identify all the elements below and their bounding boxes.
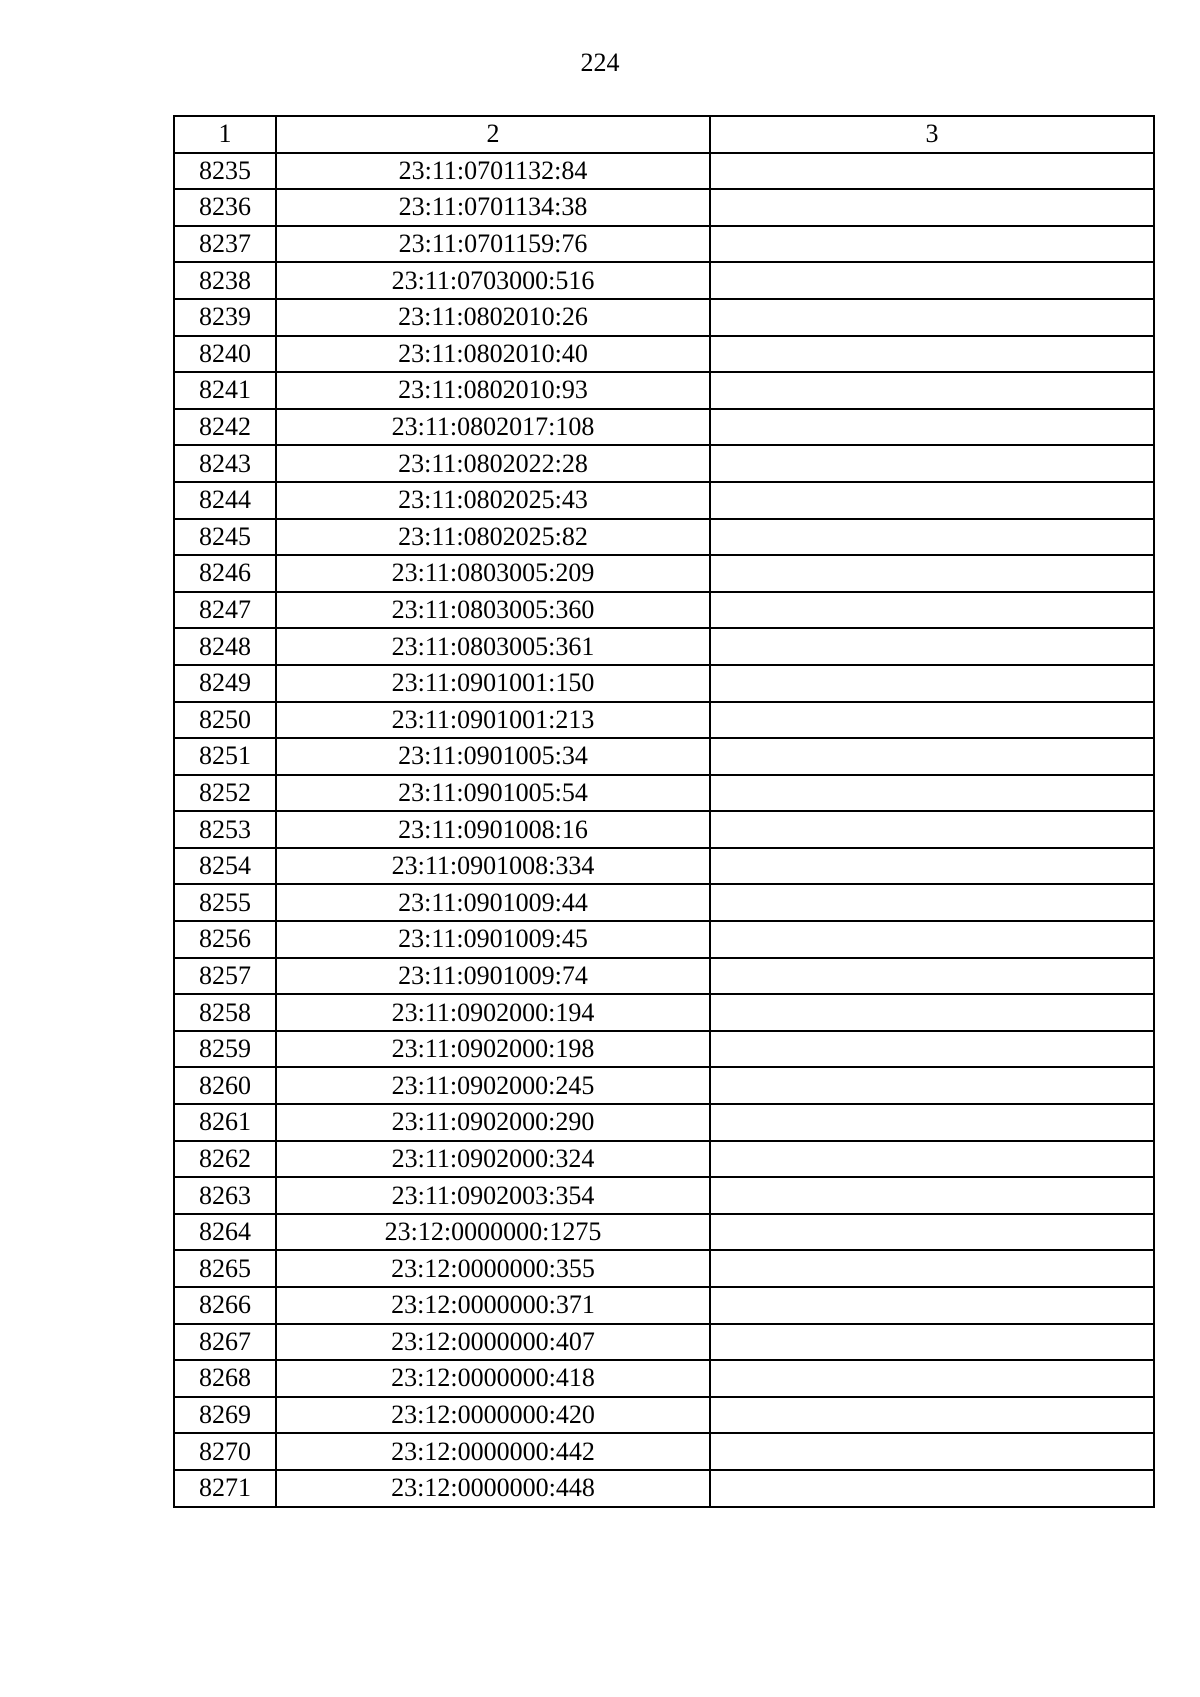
table-row	[174, 628, 1154, 665]
page-number: 224	[580, 48, 620, 77]
row-number-cell: 8252	[174, 775, 276, 812]
note-cell	[710, 884, 1154, 921]
row-number-cell: 8270	[174, 1433, 276, 1470]
table-row	[174, 336, 1154, 373]
table-row	[174, 921, 1154, 958]
table-row	[174, 1360, 1154, 1397]
table-row	[174, 665, 1154, 702]
note-cell	[710, 299, 1154, 336]
cadastral-number-cell: 23:11:0901001:213	[276, 702, 710, 739]
cadastral-number-cell: 23:11:0901008:16	[276, 811, 710, 848]
cadastral-number-cell: 23:11:0901005:54	[276, 775, 710, 812]
row-number-cell: 8257	[174, 958, 276, 995]
cadastral-number-cell: 23:12:0000000:448	[276, 1470, 710, 1507]
row-number-cell: 8271	[174, 1470, 276, 1507]
table-row	[174, 1433, 1154, 1470]
row-number-cell: 8266	[174, 1287, 276, 1324]
note-cell	[710, 1067, 1154, 1104]
note-cell	[710, 1397, 1154, 1434]
table-row	[174, 299, 1154, 336]
cadastral-number-cell: 23:11:0802017:108	[276, 409, 710, 446]
row-number-cell: 8244	[174, 482, 276, 519]
cadastral-number-cell: 23:11:0703000:516	[276, 262, 710, 299]
cadastral-number-cell: 23:11:0901009:44	[276, 884, 710, 921]
note-cell	[710, 848, 1154, 885]
column-header-1: 1	[174, 116, 276, 153]
note-cell	[710, 1214, 1154, 1251]
row-number-cell: 8263	[174, 1177, 276, 1214]
cadastral-number-cell: 23:12:0000000:355	[276, 1250, 710, 1287]
table-row	[174, 555, 1154, 592]
row-number-cell: 8238	[174, 262, 276, 299]
cadastral-number-cell: 23:12:0000000:371	[276, 1287, 710, 1324]
row-number-cell: 8268	[174, 1360, 276, 1397]
cadastral-number-cell: 23:11:0902000:194	[276, 994, 710, 1031]
cadastral-number-cell: 23:11:0802010:93	[276, 372, 710, 409]
table-row	[174, 592, 1154, 629]
table-row	[174, 1177, 1154, 1214]
cadastral-number-cell: 23:11:0901009:45	[276, 921, 710, 958]
note-cell	[710, 811, 1154, 848]
note-cell	[710, 1324, 1154, 1361]
table-row	[174, 1324, 1154, 1361]
cadastral-number-cell: 23:11:0901001:150	[276, 665, 710, 702]
row-number-cell: 8264	[174, 1214, 276, 1251]
table-row	[174, 1470, 1154, 1507]
note-cell	[710, 1470, 1154, 1507]
table-row	[174, 958, 1154, 995]
note-cell	[710, 628, 1154, 665]
row-number-cell: 8258	[174, 994, 276, 1031]
header-row	[174, 116, 1154, 153]
row-number-cell: 8248	[174, 628, 276, 665]
table-row	[174, 738, 1154, 775]
row-number-cell: 8253	[174, 811, 276, 848]
cadastral-number-cell: 23:11:0802025:82	[276, 519, 710, 556]
table-row	[174, 372, 1154, 409]
note-cell	[710, 702, 1154, 739]
row-number-cell: 8262	[174, 1141, 276, 1178]
table-row	[174, 1397, 1154, 1434]
table-row	[174, 1141, 1154, 1178]
cadastral-number-cell: 23:12:0000000:407	[276, 1324, 710, 1361]
table-row	[174, 1287, 1154, 1324]
cadastral-number-cell: 23:12:0000000:418	[276, 1360, 710, 1397]
note-cell	[710, 409, 1154, 446]
row-number-cell: 8269	[174, 1397, 276, 1434]
table-row	[174, 1104, 1154, 1141]
note-cell	[710, 336, 1154, 373]
row-number-cell: 8243	[174, 445, 276, 482]
row-number-cell: 8254	[174, 848, 276, 885]
row-number-cell: 8239	[174, 299, 276, 336]
note-cell	[710, 1287, 1154, 1324]
note-cell	[710, 738, 1154, 775]
note-cell	[710, 1433, 1154, 1470]
cadastral-number-cell: 23:11:0802010:40	[276, 336, 710, 373]
row-number-cell: 8267	[174, 1324, 276, 1361]
table-row	[174, 702, 1154, 739]
row-number-cell: 8250	[174, 702, 276, 739]
cadastral-number-cell: 23:12:0000000:442	[276, 1433, 710, 1470]
row-number-cell: 8240	[174, 336, 276, 373]
table-row	[174, 1067, 1154, 1104]
row-number-cell: 8237	[174, 226, 276, 263]
note-cell	[710, 1104, 1154, 1141]
note-cell	[710, 189, 1154, 226]
note-cell	[710, 1177, 1154, 1214]
table-row	[174, 811, 1154, 848]
row-number-cell: 8245	[174, 519, 276, 556]
row-number-cell: 8241	[174, 372, 276, 409]
table-row	[174, 482, 1154, 519]
registry-table	[173, 115, 1155, 1508]
cadastral-number-cell: 23:12:0000000:1275	[276, 1214, 710, 1251]
row-number-cell: 8236	[174, 189, 276, 226]
cadastral-number-cell: 23:11:0902000:290	[276, 1104, 710, 1141]
row-number-cell: 8249	[174, 665, 276, 702]
note-cell	[710, 592, 1154, 629]
note-cell	[710, 555, 1154, 592]
table-row	[174, 994, 1154, 1031]
note-cell	[710, 921, 1154, 958]
cadastral-number-cell: 23:11:0902000:198	[276, 1031, 710, 1068]
note-cell	[710, 372, 1154, 409]
note-cell	[710, 445, 1154, 482]
note-cell	[710, 665, 1154, 702]
column-header-2: 2	[276, 116, 710, 153]
note-cell	[710, 1141, 1154, 1178]
note-cell	[710, 994, 1154, 1031]
note-cell	[710, 775, 1154, 812]
table-body	[174, 153, 1154, 1507]
note-cell	[710, 226, 1154, 263]
cadastral-number-cell: 23:11:0803005:360	[276, 592, 710, 629]
cadastral-number-cell: 23:11:0701159:76	[276, 226, 710, 263]
table-row	[174, 1031, 1154, 1068]
row-number-cell: 8242	[174, 409, 276, 446]
row-number-cell: 8251	[174, 738, 276, 775]
table-row	[174, 445, 1154, 482]
column-header-3: 3	[710, 116, 1154, 153]
row-number-cell: 8247	[174, 592, 276, 629]
cadastral-number-cell: 23:11:0701134:38	[276, 189, 710, 226]
row-number-cell: 8265	[174, 1250, 276, 1287]
cadastral-number-cell: 23:11:0802025:43	[276, 482, 710, 519]
table-row	[174, 189, 1154, 226]
cadastral-number-cell: 23:11:0901005:34	[276, 738, 710, 775]
cadastral-number-cell: 23:11:0802022:28	[276, 445, 710, 482]
note-cell	[710, 1250, 1154, 1287]
note-cell	[710, 1031, 1154, 1068]
cadastral-number-cell: 23:11:0901008:334	[276, 848, 710, 885]
note-cell	[710, 482, 1154, 519]
row-number-cell: 8260	[174, 1067, 276, 1104]
cadastral-number-cell: 23:11:0902000:324	[276, 1141, 710, 1178]
row-number-cell: 8255	[174, 884, 276, 921]
table-row	[174, 409, 1154, 446]
cadastral-number-cell: 23:12:0000000:420	[276, 1397, 710, 1434]
cadastral-number-cell: 23:11:0901009:74	[276, 958, 710, 995]
row-number-cell: 8246	[174, 555, 276, 592]
cadastral-number-cell: 23:11:0802010:26	[276, 299, 710, 336]
row-number-cell: 8259	[174, 1031, 276, 1068]
table-row	[174, 775, 1154, 812]
note-cell	[710, 1360, 1154, 1397]
table-header	[174, 116, 1154, 153]
cadastral-number-cell: 23:11:0701132:84	[276, 153, 710, 190]
note-cell	[710, 958, 1154, 995]
note-cell	[710, 262, 1154, 299]
row-number-cell: 8235	[174, 153, 276, 190]
cadastral-number-cell: 23:11:0902000:245	[276, 1067, 710, 1104]
cadastral-number-cell: 23:11:0803005:209	[276, 555, 710, 592]
note-cell	[710, 519, 1154, 556]
table-row	[174, 1250, 1154, 1287]
table-row	[174, 226, 1154, 263]
table-row	[174, 884, 1154, 921]
row-number-cell: 8256	[174, 921, 276, 958]
cadastral-number-cell: 23:11:0902003:354	[276, 1177, 710, 1214]
table-row	[174, 262, 1154, 299]
note-cell	[710, 153, 1154, 190]
table-row	[174, 519, 1154, 556]
table-row	[174, 848, 1154, 885]
row-number-cell: 8261	[174, 1104, 276, 1141]
table-row	[174, 1214, 1154, 1251]
cadastral-number-cell: 23:11:0803005:361	[276, 628, 710, 665]
table-row	[174, 153, 1154, 190]
